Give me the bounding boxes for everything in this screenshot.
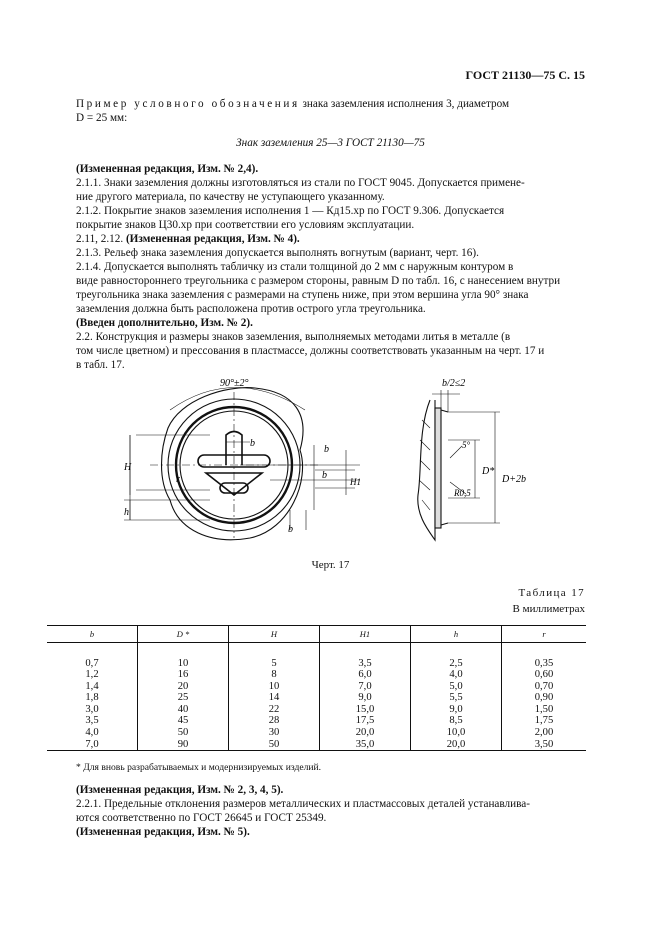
table-cell: 20,0 xyxy=(320,727,411,739)
col-header: r xyxy=(502,626,587,643)
table-cell: 1,4 xyxy=(85,680,99,692)
table-cell: 3,0 xyxy=(85,703,99,715)
table-row xyxy=(47,739,586,751)
table-cell: 10 xyxy=(229,681,320,693)
label-h: h xyxy=(124,507,129,518)
table-cell: 45 xyxy=(138,715,229,727)
para-2-1-2-cont: покрытие знаков Ц30.хр при соответствии его условиям эксплуатации. xyxy=(76,219,415,231)
example-text: знака заземления исполнения 3, диаметром xyxy=(299,98,510,110)
table-cell: 10,0 xyxy=(411,727,502,739)
table-cell: 8 xyxy=(229,669,320,681)
para-2-1-4-d: заземления должна быть расположена против острого угла треугольника. xyxy=(76,303,426,315)
example-label: Пример условного обозначения xyxy=(76,98,300,110)
table-cell: 50 xyxy=(138,727,229,739)
table-cell: 22 xyxy=(229,704,320,716)
table-cell: 50 xyxy=(229,739,320,751)
label-b-right: b xyxy=(324,444,329,455)
para-2-1-4-c: треугольника знака заземления с размерами на ступень ниже, при этом вершина угла 90° знака xyxy=(76,289,529,301)
label-D-2b: D+2b xyxy=(502,474,526,485)
table-cell: 30 xyxy=(229,727,320,739)
para-2-1-1-cont: ние другого материала, по качеству не уступающего указанному. xyxy=(76,191,385,203)
outer-contour xyxy=(162,388,304,540)
edition-note-5: (Измененная редакция, Изм. № 5). xyxy=(76,826,250,838)
table-cell: 0,60 xyxy=(502,669,587,681)
edition-note-4: (Измененная редакция, Изм. № 2, 3, 4, 5). xyxy=(76,784,284,796)
para-2-2-c: в табл. 17. xyxy=(76,359,125,371)
table-cell: 35,0 xyxy=(320,739,411,751)
table-title: Таблица 17 xyxy=(518,587,585,599)
table-cell: 25 xyxy=(138,692,229,704)
edition-note-3: (Введен дополнительно, Изм. № 2). xyxy=(76,317,253,329)
label-H1: H1 xyxy=(350,477,361,487)
col-header: H1 xyxy=(320,626,411,643)
table-cell: 1,8 xyxy=(85,692,99,704)
figure-caption: Черт. 17 xyxy=(311,559,350,571)
table-cell: 20,0 xyxy=(411,739,502,751)
table-row xyxy=(47,681,586,693)
table-cell: 4,0 xyxy=(85,727,99,739)
label-5deg: 5° xyxy=(462,440,471,450)
table-cell: 0,90 xyxy=(502,692,587,704)
table-cell: 7,0 xyxy=(320,681,411,693)
table-cell: 7,0 xyxy=(47,739,138,751)
table-cell: 5,5 xyxy=(411,692,502,704)
para-2-1-2: 2.1.2. Покрытие знаков заземления исполнения 1 — Кд15.хр по ГОСТ 9.306. Допускается xyxy=(76,205,505,217)
table-cell: 1,75 xyxy=(502,715,587,727)
table-17 xyxy=(47,625,586,751)
table-row xyxy=(47,715,586,727)
para-2-2: 2.2. Конструкция и размеры знаков заземления, выполняемых методами литья в металле (в xyxy=(76,331,511,343)
table-cell: 40 xyxy=(138,704,229,716)
table-cell: 14 xyxy=(229,692,320,704)
table-row xyxy=(47,692,586,704)
para-2-1-4-b: виде равностороннего треугольника с размером стороны, равным D по табл. 16, с нанесением внутри xyxy=(76,275,561,287)
table-cell: 17,5 xyxy=(320,715,411,727)
table-cell: 3,5 xyxy=(320,658,411,670)
table-cell: 9,0 xyxy=(411,704,502,716)
para-2-1-1: 2.1.1. Знаки заземления должны изготовляться из стали по ГОСТ 9045. Допускается примене- xyxy=(76,177,525,189)
side-plate xyxy=(435,408,441,528)
table-cell: 28 xyxy=(229,715,320,727)
table-cell: 1,50 xyxy=(502,704,587,716)
table-cell: 8,5 xyxy=(411,715,502,727)
col-header: D * xyxy=(138,626,229,643)
table-footnote: * Для вновь разрабатываемых и модернизируемых изделий. xyxy=(76,762,322,773)
col-header: b xyxy=(47,626,138,643)
label-b-bottom: b xyxy=(288,524,293,535)
table-cell: 0,7 xyxy=(85,657,99,669)
table-cell: 2,5 xyxy=(411,658,502,670)
table-header-row xyxy=(47,626,586,643)
para-2-2-b: том числе цветном) и прессования в пластмассе, должны соответствовать указанным на черт. 17 и xyxy=(76,345,545,357)
label-angle: 90°±2° xyxy=(220,378,249,389)
para-2-11-2-12 xyxy=(76,232,300,246)
table-row xyxy=(47,704,586,716)
designation: Знак заземления 25—3 ГОСТ 21130—75 xyxy=(236,137,425,149)
para-2-1-4: 2.1.4. Допускается выполнять табличку из стали толщиной до 2 мм с наружным контуром в xyxy=(76,261,514,273)
edition-note-2: (Измененная редакция, Изм. № 4). xyxy=(125,233,300,245)
table-cell: 0,70 xyxy=(502,681,587,693)
label-b-right2: b xyxy=(322,470,327,481)
table-cell: 6,0 xyxy=(320,669,411,681)
table-cell: 1,2 xyxy=(85,669,99,681)
table-cell: 4,0 xyxy=(411,669,502,681)
table-row xyxy=(47,727,586,739)
table-cell: 16 xyxy=(138,669,229,681)
table-cell: 3,50 xyxy=(502,739,587,751)
page-header: ГОСТ 21130—75 С. 15 xyxy=(465,68,585,82)
para-2-2-1: 2.2.1. Предельные отклонения размеров металлических и пластмассовых деталей устанавлива- xyxy=(76,798,530,810)
table-row xyxy=(47,658,586,670)
side-wall xyxy=(418,400,435,540)
para-2-1-3: 2.1.3. Рельеф знака заземления допускается выполнять вогнутым (вариант, черт. 16). xyxy=(76,247,479,259)
table-cell: 90 xyxy=(138,739,229,751)
table-cell: 2,00 xyxy=(502,727,587,739)
figure-17-drawing xyxy=(110,370,550,555)
col-header: h xyxy=(411,626,502,643)
table-cell: 10 xyxy=(138,658,229,670)
table-cell: 15,0 xyxy=(320,704,411,716)
para-num: 2.11, 2.12. xyxy=(76,233,124,245)
table-cell: 0,35 xyxy=(502,658,587,670)
table-cell: 9,0 xyxy=(320,692,411,704)
col-header: H xyxy=(229,626,320,643)
para-2-2-1-cont: ются соответственно по ГОСТ 26645 и ГОСТ 25349. xyxy=(76,812,327,824)
label-H: H xyxy=(124,462,132,473)
table-cell: 20 xyxy=(138,681,229,693)
table-cell: 3,5 xyxy=(85,715,99,727)
table-cell: 5,0 xyxy=(411,681,502,693)
table-cell: 5 xyxy=(229,658,320,670)
edition-note-1: (Измененная редакция, Изм. № 2,4). xyxy=(76,163,259,175)
label-b-half: b/2≤2 xyxy=(442,378,466,389)
label-R05: R0,5 xyxy=(454,488,471,498)
label-b-front: b xyxy=(250,438,255,449)
table-units: В миллиметрах xyxy=(512,603,585,615)
example-line2: D = 25 мм: xyxy=(76,112,128,124)
label-r: r xyxy=(176,474,180,485)
table-row xyxy=(47,669,586,681)
label-D-star: D* xyxy=(482,466,495,477)
example-line xyxy=(76,97,584,111)
